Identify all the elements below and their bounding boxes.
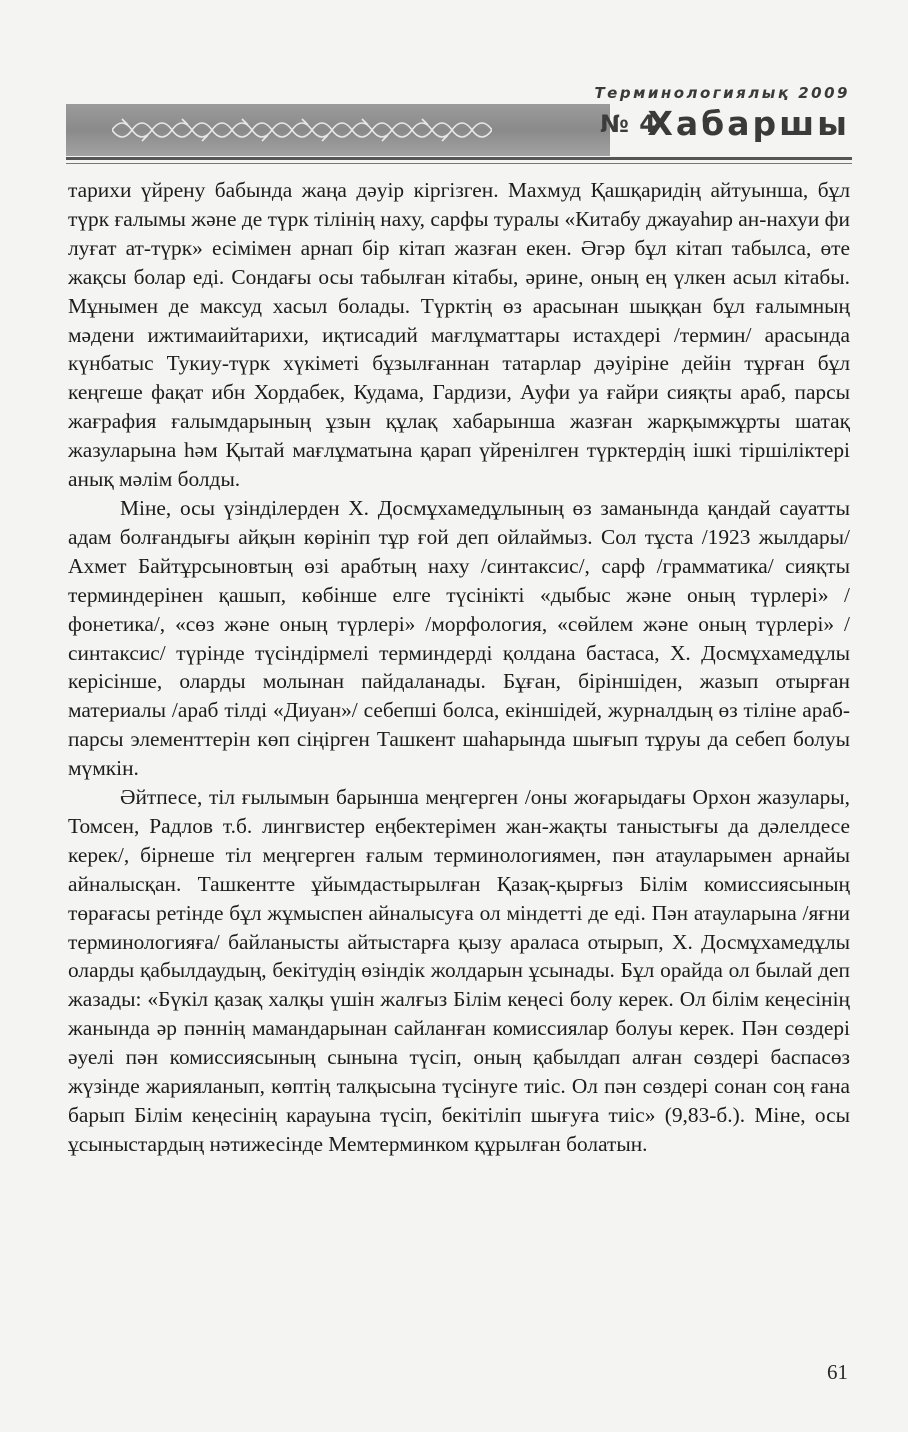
ornament-pattern-icon [112, 115, 492, 145]
paragraph: Міне, осы үзінділерден Х. Досмұхамедұлының өз заманында қандай сауатты адам болғандығы айқын көрініп тұр ғой деп ойлаймыз. Сол тұста /1923 жылдары/ Ахмет Байтұрсыновтың өзі арабтың наху /синтаксис/, сарф /грамматика/ сияқты терминдерінен қашып, көбінше елге түсінікті «дыбыс және оның түрлері» /фонетика/, «сөз және оның түрлері» /морфология, «сөйлем және оның түрлері» /синтаксис/ түрінде түсіндірмелі терминдерді қолдана бастаса, Х. Досмұхамедұлы керісінше, оларды молынан пайдаланады. Бұған, біріншіден, жазып отырған материалы /араб тілді «Диуан»/ себепші болса, екіншідей, журналдың өз тіліне араб-парсы элементтерін көп сіңірген Ташкент шаһарында шығып тұруы да себеп болуы мүмкін. [68, 495, 850, 781]
paragraph: тарихи үйрену бабында жаңа дәуір кіргізген. Махмуд Қашқаридің айтуынша, бұл түрк ғалымы және де түрк тілінің наху, сарфы туралы «Китабу джауаһир ан-нахуи фи луғат ат-түрк» есімімен арнап бір кітап жазған екен. Әгәр бұл кітап табылса, өте жақсы болар еді. Сондағы осы табылған кітабы, әрине, оның ең үлкен асыл кітабы. Мұнымен де максуд хасыл болады. Түрктің өз арасынан шыққан бұл ғалымның мәдени ижтимаийтарихи, иқтисадий мағлұматтары истахдері /термин/ арасында күнбатыс Тукиу-түрк хүкіметі бұзылғаннан татарлар дәуіріне дейін тұрған бұл кеңгеше фақат ибн Хордабек, Кудама, Гардизи, Ауфи уа ғайри сияқты араб, парсы жағрафия ғалымдарының ұзын құлақ хабарынша жазған жарқымжұрты шатақ жазуларына һәм Қытай мағлұматына қарап үйренілген түрктердің ішкі тіршіліктері анық мәлім болды. [68, 178, 850, 492]
header-rule [66, 157, 852, 160]
paragraph: Әйтпесе, тіл ғылымын барынша меңгерген /оны жоғарыдағы Орхон жазулары, Томсен, Радлов т.б. лингвистер еңбектерімен жан-жақты таныстығы да дәлелдесе керек/, бірнеше тіл меңгерген ғалым терминологиямен, пән атауларымен арнайы айналысқан. Ташкентте ұйымдастырылған Қазақ-қырғыз Білім комиссиясының төрағасы ретінде бұл жұмыспен айналысуға ол міндетті де еді. Пән атауларына /яғни терминологияға/ байланысты айтыстарға қызу араласа отырып, Х. Досмұхамедұлы оларды қабылдаудың, бекітудің өзіндік жолдарын ұсынады. Бұл орайда ол былай деп жазады: «Бүкіл қазақ халқы үшін жалғыз Білім кеңесі болу керек. Ол білім кеңесінің жанында әр пәннің мамандарынан сайланған комиссиялар болуы керек. Пән сөздері әуелі пән комиссиясының сынына түсіп, оның қабылдап алған сөздері баспасөз жүзінде жарияланып, көптің талқысына түсінуге тиіс. Ол пән сөздері сонан соң ғана барып Білім кеңесінің карауына түсіп, бекітіліп шығуға тиіс» (9,83-б.). Міне, осы ұсыныстардың нәтижесінде Мемтерминком құрылған болатын. [68, 785, 850, 1156]
journal-title-main: Хабаршы [647, 104, 850, 143]
issue-number: № 4 [600, 110, 657, 138]
journal-title-top: Терминологиялық 2009 [594, 84, 850, 102]
page-number: 61 [827, 1360, 848, 1384]
journal-header [0, 0, 908, 180]
body-text [68, 176, 850, 1159]
header-rule-thin [66, 163, 852, 164]
ornament-band [66, 104, 610, 156]
